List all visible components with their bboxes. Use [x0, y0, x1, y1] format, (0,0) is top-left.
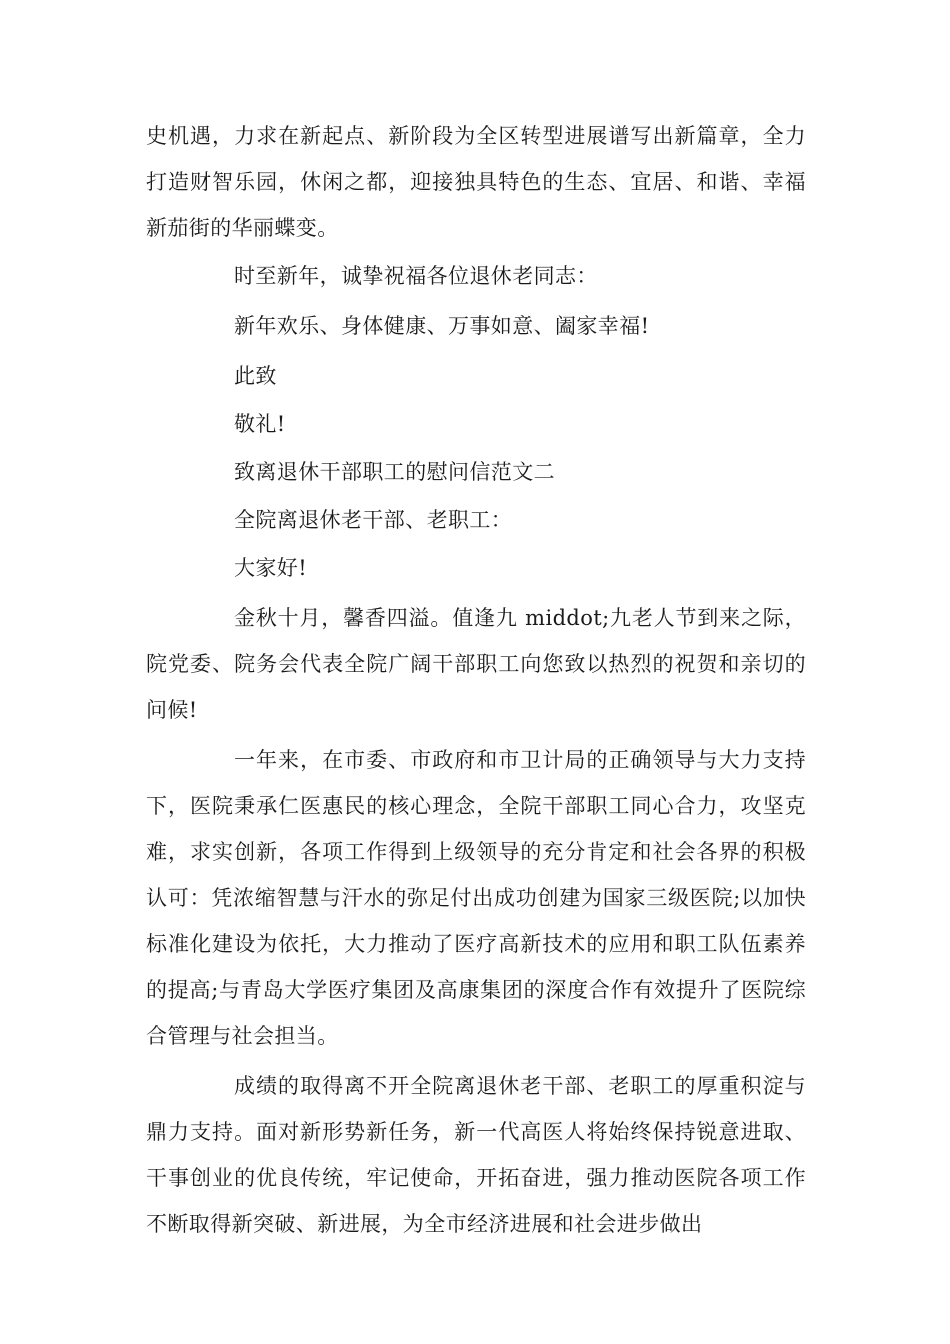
paragraph-continuation: 史机遇，力求在新起点、新阶段为全区转型进展谱写出新篇章，全力打造财智乐园，休闲之都，迎接独具特色的生态、宜居、和谐、幸福新茄街的华丽蝶变。	[146, 124, 806, 240]
paragraph-wishes: 新年欢乐、身体健康、万事如意、阖家幸福!	[234, 314, 650, 338]
paragraph-new-year-greeting: 时至新年，诚挚祝福各位退休老同志：	[234, 264, 598, 288]
letter-greeting: 大家好!	[234, 556, 308, 580]
paragraph-gratitude: 成绩的取得离不开全院离退休老干部、老职工的厚重积淀与鼎力支持。面对新形势新任务，新一代高医人将始终保持锐意进取、干事创业的优良传统，牢记使命，开拓奋进，强力推动医院各项工作不断取得新突破、新进展，为全市经济进展和社会进步做出	[146, 1074, 806, 1236]
section-title: 致离退休干部职工的慰问信范文二	[234, 460, 555, 484]
paragraph-opening: 金秋十月，馨香四溢。值逢九 middot;九老人节到来之际，院党委、院务会代表全院广阔干部职工向您致以热烈的祝贺和亲切的问候!	[146, 606, 806, 722]
closing-regards: 敬礼!	[234, 412, 286, 436]
letter-addressee: 全院离退休老干部、老职工：	[234, 508, 513, 532]
document-body	[146, 113, 806, 1247]
paragraph-achievements: 一年来，在市委、市政府和市卫计局的正确领导与大力支持下，医院秉承仁医惠民的核心理念，全院干部职工同心合力，攻坚克难，求实创新，各项工作得到上级领导的充分肯定和社会各界的积极认可：凭浓缩智慧与汗水的弥足付出成功创建为国家三级医院;以加快标准化建设为依托，大力推动了医疗高新技术的应用和职工队伍素养的提高;与青岛大学医疗集团及高康集团的深度合作有效提升了医院综合管理与社会担当。	[146, 748, 806, 1048]
closing-salutation: 此致	[234, 364, 277, 388]
